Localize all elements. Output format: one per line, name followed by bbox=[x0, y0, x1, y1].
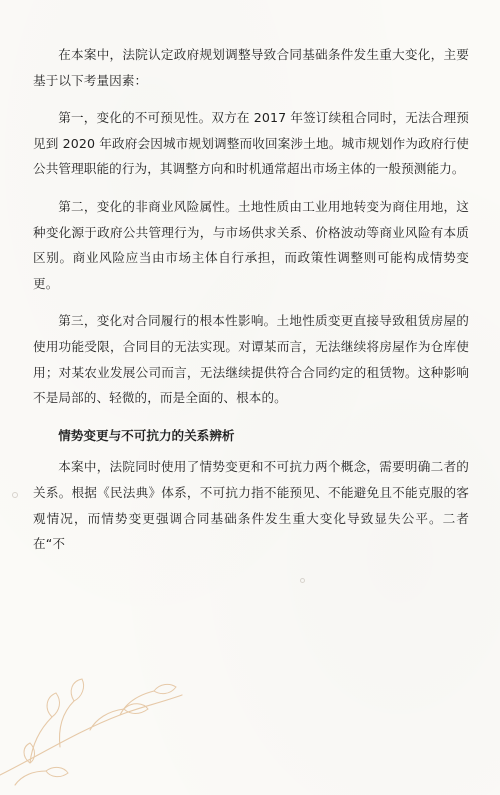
paragraph-second-point: 第二，变化的非商业风险属性。土地性质由工业用地转变为商住用地，这种变化源于政府公共管理行为，与市场供求关系、价格波动等商业风险有本质区别。商业风险应当由市场主体自行承担，而政策性调整则可能构成情势变更。 bbox=[33, 198, 469, 291]
paper-speck bbox=[12, 492, 18, 498]
paragraph-intro: 在本案中，法院认定政府规划调整导致合同基础条件发生重大变化，主要基于以下考量因素： bbox=[33, 47, 469, 88]
section-heading: 情势变更与不可抗力的关系辨析 bbox=[58, 427, 235, 443]
decorative-branch-icon bbox=[0, 625, 190, 795]
paragraph-gap bbox=[33, 411, 469, 423]
paragraph-gap bbox=[33, 182, 469, 194]
paragraph-final: 本案中，法院同时使用了情势变更和不可抗力两个概念，需要明确二者的关系。根据《民法典》体系，不可抗力指不能预见、不能避免且不能克服的客观情况，而情势变更强调合同基础条件发生重大变化导致显失公平。二者在“不 bbox=[33, 459, 469, 552]
document-body bbox=[33, 42, 469, 557]
paper-speck bbox=[300, 578, 305, 583]
paragraph-first-point: 第一，变化的不可预见性。双方在 2017 年签订续租合同时，无法合理预见到 2020 年政府会因城市规划调整而收回案涉土地。城市规划作为政府行使公共管理职能的行为，其调整方向和时机通常超出市场主体的一般预测能力。 bbox=[33, 110, 469, 177]
paragraph-third-point: 第三，变化对合同履行的根本性影响。土地性质变更直接导致租赁房屋的使用功能受限，合同目的无法实现。对谭某而言，无法继续将房屋作为仓库使用；对某农业发展公司而言，无法继续提供符合合同约定的租赁物。这种影响不是局部的、轻微的，而是全面的、根本的。 bbox=[33, 313, 469, 406]
paragraph-gap bbox=[33, 296, 469, 308]
paragraph-gap bbox=[33, 93, 469, 105]
